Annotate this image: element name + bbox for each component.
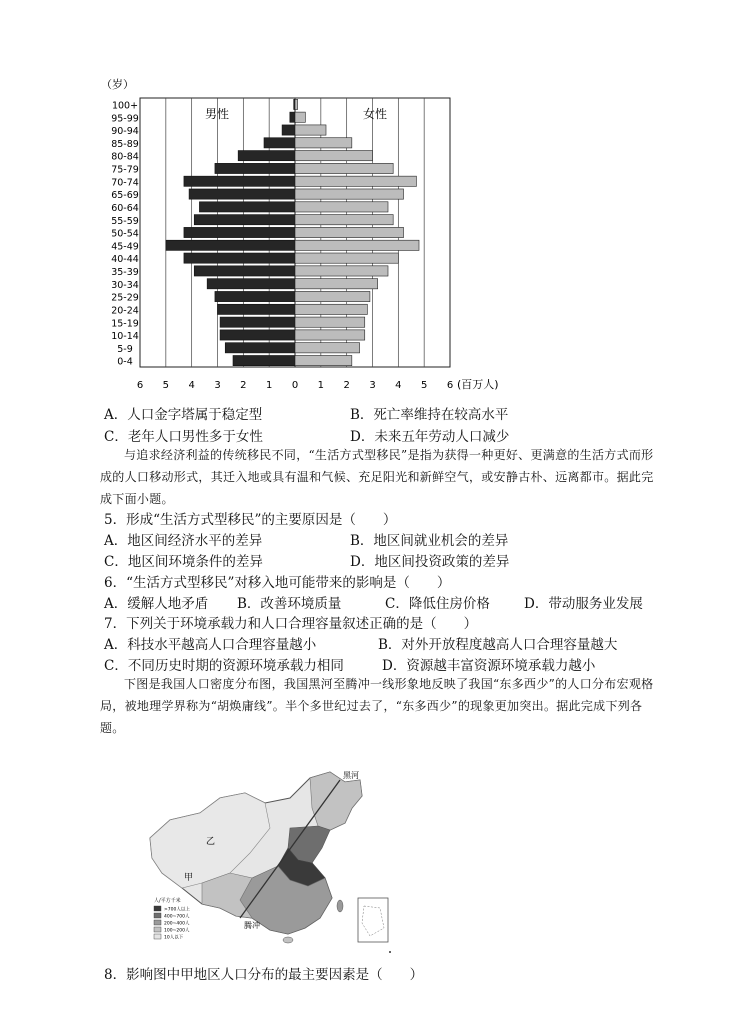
legend-swatch bbox=[154, 934, 161, 939]
category-label: 45-49 bbox=[111, 241, 139, 253]
bar-female-30-34 bbox=[295, 279, 378, 289]
bar-male-55-59 bbox=[194, 215, 295, 225]
bar-female-35-39 bbox=[295, 266, 388, 276]
x-tick-label: 3 bbox=[369, 380, 376, 391]
label-heihe: 黑河 bbox=[343, 771, 359, 780]
bar-male-0-4 bbox=[233, 355, 295, 365]
legend-swatch bbox=[154, 920, 161, 925]
x-tick-label: 6 bbox=[446, 380, 454, 391]
q6-stem: 6．“生活方式型移民”对移入地可能带来的影响是（ ） bbox=[104, 575, 451, 591]
bar-male-35-39 bbox=[194, 266, 295, 276]
label-jia: 甲 bbox=[184, 873, 194, 883]
bar-female-5-9 bbox=[295, 343, 360, 353]
category-label: 15-19 bbox=[111, 318, 139, 330]
x-tick-label: 1 bbox=[317, 380, 325, 391]
legend-swatch bbox=[154, 913, 161, 918]
category-label: 5-9 bbox=[117, 343, 133, 355]
passage-hu-line: 下图是我国人口密度分布图，我国黑河至腾冲一线形象地反映了我国“东多西少”的人口分布宏观格局，被地理学界称为“胡焕庸线”。半个多世纪过去了，“东多西少”的现象更加突出。据此完成下列各题。 bbox=[100, 677, 654, 735]
bar-female-50-54 bbox=[295, 227, 404, 237]
bar-female-95-99 bbox=[295, 112, 305, 122]
q7-option-c[interactable]: C．不同历史时期的资源环境承载力相同 bbox=[104, 658, 344, 674]
bar-male-60-64 bbox=[199, 202, 295, 212]
category-label: 0-4 bbox=[117, 356, 133, 368]
q7-option-a[interactable]: A．科技水平越高人口合理容量越小 bbox=[104, 637, 317, 653]
bar-male-20-24 bbox=[218, 304, 296, 314]
label-yi: 乙 bbox=[206, 837, 216, 847]
category-label: 55-59 bbox=[111, 215, 139, 227]
bar-male-45-49 bbox=[166, 240, 295, 250]
category-label: 30-34 bbox=[111, 279, 139, 291]
bar-female-100+ bbox=[295, 99, 298, 109]
bar-female-75-79 bbox=[295, 163, 393, 173]
x-tick-label: 1 bbox=[265, 380, 273, 391]
q5-option-c[interactable]: C．地区间环境条件的差异 bbox=[104, 554, 263, 570]
legend-title: 人/平方千米 bbox=[154, 898, 181, 904]
bar-female-60-64 bbox=[295, 202, 388, 212]
bar-male-90-94 bbox=[282, 125, 295, 135]
q4-option-a[interactable]: A．人口金字塔属于稳定型 bbox=[104, 407, 263, 423]
category-label: 90-94 bbox=[111, 126, 139, 138]
bar-female-80-84 bbox=[295, 151, 373, 161]
q7-option-b[interactable]: B．对外开放程度越高人口合理容量越大 bbox=[378, 637, 618, 653]
bar-female-70-74 bbox=[295, 176, 416, 186]
bar-male-5-9 bbox=[225, 343, 295, 353]
bar-male-40-44 bbox=[184, 253, 295, 263]
legend-label: >700人以上 bbox=[164, 907, 190, 913]
legend-label: 100~200人 bbox=[164, 928, 190, 934]
x-tick-label: 2 bbox=[343, 380, 350, 391]
category-label: 70-74 bbox=[111, 177, 139, 189]
bar-male-95-99 bbox=[290, 112, 295, 122]
bar-male-15-19 bbox=[220, 317, 295, 327]
map-dot bbox=[389, 951, 391, 953]
map-hainan bbox=[283, 937, 293, 943]
category-label: 100+ bbox=[111, 100, 139, 112]
female-label: 女性 bbox=[363, 107, 388, 121]
category-label: 40-44 bbox=[111, 254, 139, 266]
q4-option-d[interactable]: D．未来五年劳动人口减少 bbox=[350, 429, 510, 445]
category-label: 75-79 bbox=[111, 164, 139, 176]
q6-option-c[interactable]: C．降低住房价格 bbox=[385, 596, 490, 612]
x-tick-label: 3 bbox=[214, 380, 221, 391]
q6-option-b[interactable]: B．改善环境质量 bbox=[237, 596, 342, 612]
bar-male-30-34 bbox=[207, 279, 295, 289]
bar-female-65-69 bbox=[295, 189, 404, 199]
bar-male-80-84 bbox=[238, 151, 295, 161]
bar-female-90-94 bbox=[295, 125, 326, 135]
category-label: 80-84 bbox=[111, 151, 139, 163]
q6-option-d[interactable]: D．带动服务业发展 bbox=[524, 596, 643, 612]
population-pyramid-chart bbox=[95, 72, 525, 394]
bar-female-40-44 bbox=[295, 253, 398, 263]
q7-stem: 7．下列关于环境承载力和人口合理容量叙述正确的是（ ） bbox=[104, 616, 478, 632]
bar-male-10-14 bbox=[220, 330, 295, 340]
q6-option-a[interactable]: A．缓解人地矛盾 bbox=[104, 596, 209, 612]
bar-male-50-54 bbox=[184, 227, 295, 237]
q8-stem: 8．影响图中甲地区人口分布的最主要因素是（ ） bbox=[104, 967, 424, 983]
legend-swatch bbox=[154, 906, 161, 911]
map-taiwan bbox=[337, 900, 343, 912]
x-tick-label: 4 bbox=[395, 380, 402, 391]
bar-male-85-89 bbox=[264, 138, 295, 148]
q5-option-a[interactable]: A．地区间经济水平的差异 bbox=[104, 533, 263, 549]
bar-male-65-69 bbox=[189, 189, 295, 199]
passage-lifestyle-migration: 与追求经济利益的传统移民不同，“生活方式型移民”是指为获得一种更好、更满意的生活方式而形成的人口移动形式，其迁入地或具有温和气候、充足阳光和新鲜空气，或安静古朴、远离都市。据此完成下面小题。 bbox=[100, 448, 654, 506]
bar-female-20-24 bbox=[295, 304, 367, 314]
x-tick-label: 6 bbox=[136, 380, 144, 391]
bar-female-25-29 bbox=[295, 291, 370, 301]
bar-female-0-4 bbox=[295, 355, 352, 365]
category-label: 10-14 bbox=[111, 331, 139, 343]
legend-label: 200~400人 bbox=[164, 921, 190, 927]
category-label: 25-29 bbox=[111, 292, 139, 304]
q5-stem: 5．形成“生活方式型移民”的主要原因是（ ） bbox=[104, 512, 397, 528]
category-label: 65-69 bbox=[111, 190, 139, 202]
bar-female-85-89 bbox=[295, 138, 352, 148]
male-label: 男性 bbox=[205, 107, 230, 121]
bar-female-15-19 bbox=[295, 317, 365, 327]
category-label: 95-99 bbox=[111, 113, 139, 125]
x-tick-label: 2 bbox=[240, 380, 247, 391]
bar-female-10-14 bbox=[295, 330, 365, 340]
bar-female-45-49 bbox=[295, 240, 419, 250]
category-label: 35-39 bbox=[111, 267, 139, 279]
density-legend bbox=[154, 897, 190, 941]
q4-option-b[interactable]: B．死亡率维持在较高水平 bbox=[350, 407, 509, 423]
bar-male-25-29 bbox=[215, 291, 295, 301]
category-label: 50-54 bbox=[111, 228, 139, 240]
q7-option-d[interactable]: D．资源越丰富资源环境承载力越小 bbox=[382, 658, 596, 674]
x-tick-label: 4 bbox=[188, 380, 195, 391]
q4-option-c[interactable]: C．老年人口男性多于女性 bbox=[104, 429, 263, 445]
x-tick-label: 5 bbox=[162, 380, 170, 391]
category-label: 85-89 bbox=[111, 138, 139, 150]
x-axis-unit-label: (百万人) bbox=[457, 378, 499, 391]
category-label: 20-24 bbox=[111, 305, 139, 317]
bar-female-55-59 bbox=[295, 215, 393, 225]
legend-swatch bbox=[154, 927, 161, 932]
label-tengchong: 腾冲 bbox=[244, 921, 260, 930]
bar-male-70-74 bbox=[184, 176, 295, 186]
q5-option-d[interactable]: D．地区间投资政策的差异 bbox=[350, 554, 510, 570]
china-population-density-map bbox=[140, 768, 400, 956]
q5-option-b[interactable]: B．地区间就业机会的差异 bbox=[350, 533, 509, 549]
y-axis-unit-label: （岁） bbox=[101, 78, 134, 91]
x-tick-label: 5 bbox=[420, 380, 428, 391]
legend-label: 400~700人 bbox=[164, 914, 190, 920]
x-tick-label: 0 bbox=[291, 380, 299, 391]
legend-label: 10人以下 bbox=[164, 935, 184, 941]
map-region-northeast bbox=[310, 772, 362, 830]
category-label: 60-64 bbox=[111, 202, 139, 214]
bar-male-75-79 bbox=[215, 163, 295, 173]
